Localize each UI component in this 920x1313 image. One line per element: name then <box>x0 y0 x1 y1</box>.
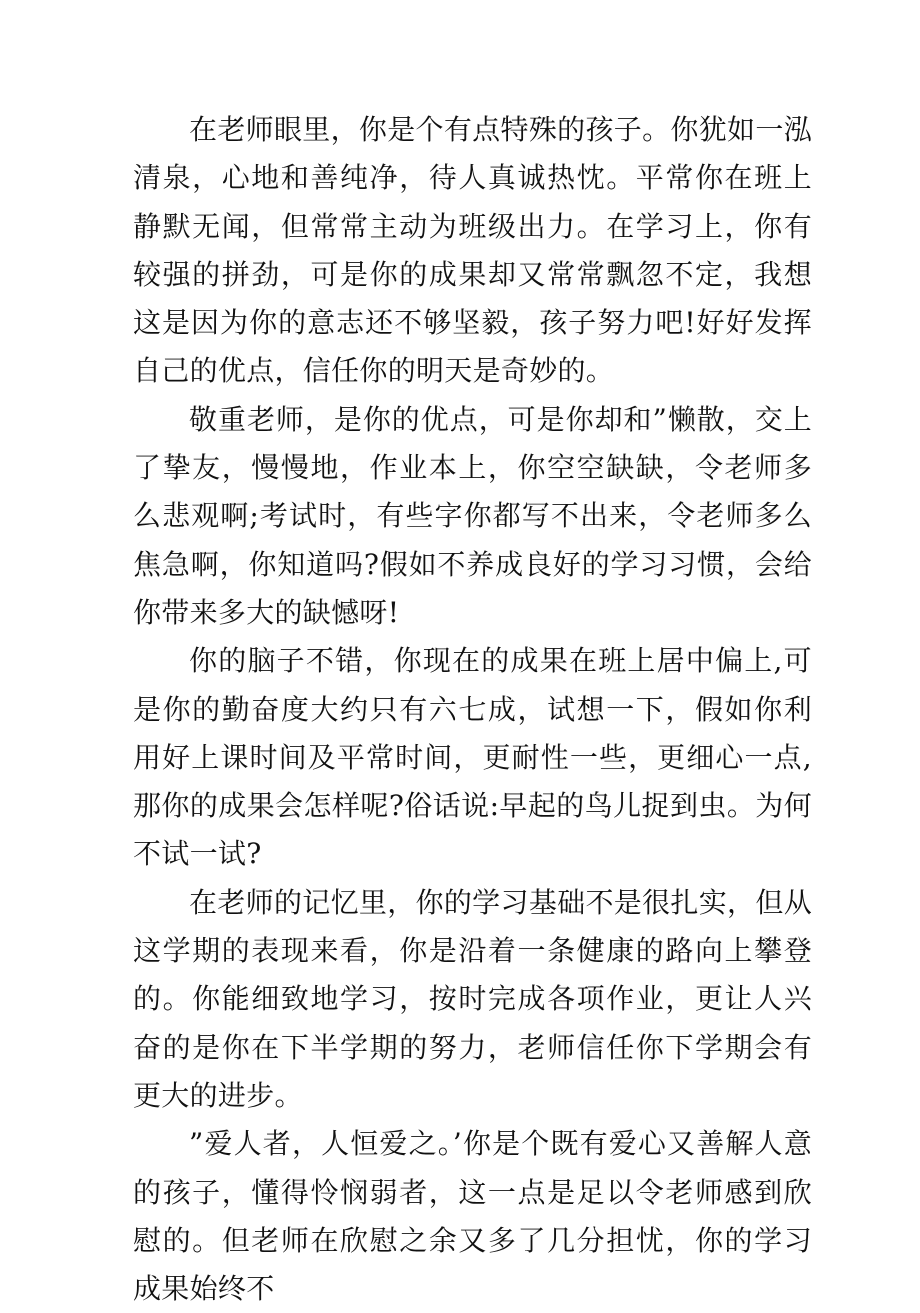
paragraph-5: ”爱人者，人恒爱之。’你是个既有爱心又善解人意的孩子，懂得怜悯弱者，这一点是足以令老师感到欣慰的。但老师在欣慰之余又多了几分担忧，你的学习成果始终不 <box>133 1127 812 1306</box>
paragraph-3: 你的脑子不错，你现在的成果在班上居中偏上,可是你的勤奋度大约只有六七成，试想一下，假如你利用好上课时间及平常时间，更耐性一些，更细心一点,那你的成果会怎样呢?俗话说:早起的鸟儿捉到虫。为何不试一试? <box>133 644 812 871</box>
paragraph-1: 在老师眼里，你是个有点特殊的孩子。你犹如一泓清泉，心地和善纯净，待人真诚热忱。平常你在班上静默无闻，但常常主动为班级出力。在学习上，你有较强的拼劲，可是你的成果却又常常飘忽不定，我想这是因为你的意志还不够坚毅，孩子努力吧!好好发挥自己的优点，信任你的明天是奇妙的。 <box>133 113 812 388</box>
paragraph-2: 敬重老师，是你的优点，可是你却和”懒散，交上了挚友，慢慢地，作业本上，你空空缺缺，令老师多么悲观啊;考试时，有些字你都写不出来，令老师多么焦急啊，你知道吗?假如不养成良好的学习习惯，会给你带来多大的缺憾呀! <box>133 402 812 629</box>
paragraph-4: 在老师的记忆里，你的学习基础不是很扎实，但从这学期的表现来看，你是沿着一条健康的路向上攀登的。你能细致地学习，按时完成各项作业，更让人兴奋的是你在下半学期的努力，老师信任你下学期会有更大的进步。 <box>133 885 812 1112</box>
